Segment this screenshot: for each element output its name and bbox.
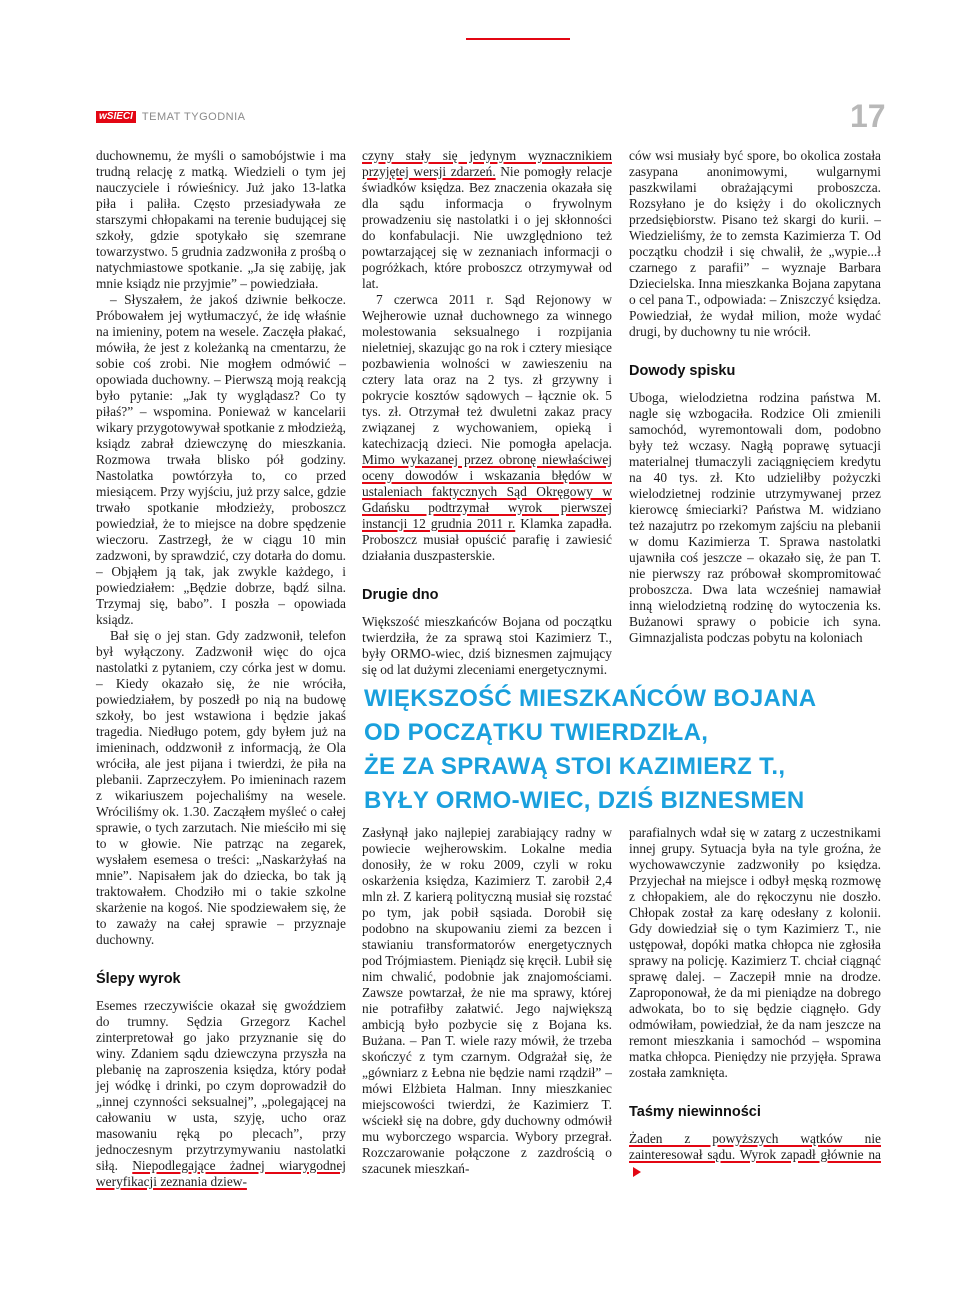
top-accent-line [466,38,570,40]
paragraph: ców wsi musiały być spore, bo okolica została zasypana anonimowymi, wulgarnymi paszkwilami obrażającymi proboszcza. Rozsyłano je do księży i do okolicznych przedsiębiorstw. Pisano też skargi do kurii. – Wiedzieliśmy, że to zemsta Kazimierza T. Od początku chodził i się chwalił, że „wypie...ł czarnego z parafii” – wyznaje Barbara Dziecielska. Inna mieszkanka Bojana zapytana o cel pana T., odpowiada: – Zniszczyć księdza. Powiedział, że wydał milion, może wydać drugi, by duchowny tu nie wrócił. [629,148,881,339]
paragraph: Bał się o jej stan. Gdy zadzwonił, telefon był wyłączony. Zadzwonił więc do ojca nastolatki z pytaniem, czy córka jest w domu. – Kiedy okazało się, że nie wróciła, powiedziałem, by poszedł po nią na budowę szkoły, bo jest wstawiona i będzie jakaś tragedia. Niedługo potem, gdy byłem już na imieninach, oddzwonił z informacją, że Ola wróciła, ale jest pijana i twierdzi, że piła na plebanii. Zaprzeczyłem. Po imieninach razem z wikariuszem pojechaliśmy na wesele. Wróciliśmy ok. 1.30. Zacząłem myśleć o całej sprawie, o tych zarzutach. Nie mieściło mi się to w głowie. Nie patrząc na zegarek, wysłałem esemesa o treści: „Naskarżyłaś na mnie”. Napisałem jak do dziecka, bo tak ją traktowałem. Chodziło mi o takie szkolne skarżenie na kogoś. Nie spodziewałem się, że to zaważy na całej sprawie – przyznaje duchowny. [96,628,346,947]
highlighted-text: Mimo wykazanej przez obronę niewłaściwej oceny dowodów i wskazania błędów w ustaleniach faktycznych Sąd Okręgowy w Gdańsku podtrzymał wyrok pierwszej instancji 12 grudnia 2011 r. [362,452,612,531]
subheading-tasmy-niewinnosci: Taśmy niewinności [629,1104,761,1120]
section-title: TEMAT TYGODNIA [141,111,246,123]
subheading-slepy-wyrok: Ślepy wyrok [96,971,181,987]
subheading-dowody-spisku: Dowody spisku [629,363,736,379]
paragraph-text: Klamka zapadła. Proboszcz musiał opuścić parafię i zawiesić działania duszpasterskie. [362,516,612,563]
pull-quote-line: WIĘKSZOŚĆ MIESZKAŃCÓW BOJANA [364,685,817,712]
article-column-1 [96,148,346,1190]
highlighted-text: Żaden z powyższych wątków nie zainteresował sądu. Wyrok zapadł głównie na [629,1131,881,1162]
paragraph [362,148,612,292]
pull-quote [364,682,884,818]
pull-quote-line: ŻE ZA SPRAWĄ STOI KAZIMIERZ T., [364,753,786,780]
magazine-logo: wSIECI [96,111,136,123]
pull-quote-line: OD POCZĄTKU TWIERDZIŁA, [364,719,709,746]
highlighted-text: Niepodlegające żadnej wiarygodnej weryfikacji zeznania dziew- [96,1158,346,1189]
subheading-drugie-dno: Drugie dno [362,587,439,603]
continue-arrow-icon [633,1167,641,1177]
article-column-2-lower [362,825,612,1177]
paragraph-text: Esemes rzeczywiście okazał się gwoździem do trumny. Sędzia Grzegorz Kachel zinterpretował go jako przyznanie się do winy. Zdaniem sądu dziewczyna przyszła na plebanię na zaproszenia księdza, który podał jej wódkę i drinki, po czym doprowadził do „innej czynności seksualnej”, „polegającej na całowaniu w usta, szyję, ucho oraz masowaniu ręką po plecach”, przy jednoczesnym przytrzymywaniu nastolatki siłą. [96,998,346,1173]
article-column-3 [629,148,881,646]
pull-quote-line: BYŁY ORMO-WIEC, DZIŚ BIZNESMEN [364,787,805,814]
paragraph-text: Nie pomogły relacje świadków księdza. Bez znaczenia okazała się dla sądu informacja o frywolnym prowadzeniu się nastolatki i o jej skłonności do konfabulacji. Nie uwzględniono też powtarzającej się w zeznaniach informacji o pogróżkach, które proboszcz otrzymywał od lat. [362,164,612,291]
article-column-3-lower [629,825,881,1179]
highlighted-text: czyny stały się jedynym wyznacznikiem przyjętej wersji zdarzeń. [362,148,612,179]
page-header [96,110,245,124]
paragraph [362,292,612,564]
article-column-2 [362,148,612,678]
paragraph: Zasłynął jako najlepiej zarabiający radny w powiecie wejherowskim. Lokalne media donosiły, że w roku 2009, czyli w roku oskarżenia księdza, Kazimierz T. zarobił 2,4 mln zł. Z karierą polityczną musiał się rozstać po tym, jak pobił sąsiada. Dorobił się podobno na skupowaniu ziemi za bezcen i stawianiu transformatorów energetycznych pod Trójmiastem. Pieniądz się kręcił. Lubił się nim chwalić, podobnie jak znajomościami. Zawsze powtarzał, że nie ma sprawy, której nie potrafiłby załatwić. Jego największą ambicją było pozbycie się z Bojana ks. Bużana. – Pan T. wiele razy mówił, że trzeba skończyć z tym czarnym. Odgrażał się, że „gówniarz z Łebna nie będzie nami rządził” – mówi Elżbieta Halman. Inny mieszkaniec miejscowości twierdzi, że Kazimierz T. wściekł się na dobre, gdy duchowny odmówił mu wyborczego wsparcia. Wybory przegrał. Rozczarowanie połączone z zazdrością o szacunek mieszkań- [362,825,612,1176]
paragraph: Większość mieszkańców Bojana od początku twierdziła, że za sprawą stoi Kazimierz T., były ORMO-wiec, dziś biznesmen zajmujący się od lat dużymi zleceniami energetycznymi. [362,614,612,677]
paragraph [629,1131,881,1179]
paragraph: Uboga, wielodzietna rodzina państwa M. nagle się wzbogaciła. Rodzice Oli zmienili samochód, wyremontowali dom, podobno były też wczasy. Nagłą poprawę sytuacji materialnej tłumaczyli zaciągnięciem kredytu na 40 tys. zł. Kto udzieliłby pożyczki wielodzietnej rodzinie utrzymywanej przez kierowcę śmieciarki? Państwa M. widziano też nazajutrz po rzekomym zajściu na plebanii w domu Kazimierza T. Sprawa nastolatki ujawniła coś jeszcze – okazało się, że pan T. nie pierwszy raz próbował skompromitować proboszcza. Dwa lata wcześniej namawiał inną wielodzietną rodzinę do wytoczenia ks. Bużanowi sprawy o pobicie ich syna. Gimnazjalista podczas pobytu na koloniach [629,390,881,645]
paragraph: – Słyszałem, że jakoś dziwnie bełkocze. Próbowałem jej wytłumaczyć, że idę właśnie na imieniny, potem na wesele. Zaczęła płakać, mówiła, że jest z koleżanką na cmentarzu, że sobie coś zrobi. Nie mogłem odmówić – opowiada duchowny. – Pierwszą moją reakcją było pytanie: „Jak ty wyglądasz? Co ty piłaś?” – wspomina. Ponieważ w kancelarii wikary przygotowywał spotkanie z młodzieżą, ksiądz zabrał dziewczynę do mieszkania. Rozmowa trwała blisko pół godziny. Nastolatka powtórzyła to, co przed miesiącem. Przy wyjściu, już przy salce, gdzie trwało spotkanie młodzieży, proboszcz powiedział, że to miejsce na dobre spędzenie wieczoru. Zastrzegł, że w ciągu 10 min zadzwoni, by sprawdzić, czy dotarła do domu. – Objąłem ją tak, jak zwykle każdego, i powiedziałem: „Będzie dobrze, bądź silna. Trzymaj się, babo”. I poszła – opowiada ksiądz. [96,292,346,627]
paragraph: duchownemu, że myśli o samobójstwie i ma trudną relację z matką. Wiedzieli o tym jej nauczyciele i rówieśnicy. Już jako 13-latka piła i paliła. Często przesiadywała ze starszymi chłopakami na terenie budującej się szkoły, gdzie spotykało się szemrane towarzystwo. 5 grudnia zadzwoniła z prośbą o natychmiastowe spotkanie. „Ja się zabiję, jak mnie ksiądz nie przyjmie” – powiedziała. [96,148,346,291]
paragraph [96,998,346,1190]
page-number: 17 [850,98,886,134]
paragraph: parafialnych wdał się w zatarg z uczestnikami innej grupy. Sytuacja była na tyle groźna, że wychowawczynie zadzwoniły po księdza. Przyjechał na miejsce i odbył męską rozmowę z chłopakiem, ale do rękoczynu nie doszło. Chłopak został za karę odesłany z kolonii. Gdy dowiedział się o tym Kazimierz T., nie ustępował, dopóki matka chłopca nie zgłosiła sprawy na policję. Kazimierz T. chciał ciągnąć sprawę dalej. – Zaczepił mnie na drodze. Zaproponował, że da mi pieniądze na dobrego adwokata, bo to się będzie ciągnęło. Gdy odmówiłam, powiedział, że da nam jeszcze na remont mieszkania i samochód – wspomina matka chłopca. Pieniędzy nie przyjęła. Sprawa została zamknięta. [629,825,881,1080]
paragraph-text: 7 czerwca 2011 r. Sąd Rejonowy w Wejherowie uznał duchownego za winnego molestowania seksualnego i rozpijania nieletniej, skazując go na rok i cztery miesiące pozbawienia wolności w zawieszeniu na cztery lata oraz na 2 tys. zł grzywny i pokrycie kosztów sądowych – łącznie ok. 5 tys. zł. Otrzymał też dwuletni zakaz pracy związanej z wychowaniem, opieką i katechizacją dzieci. Nie pomogła apelacja. [362,292,612,451]
